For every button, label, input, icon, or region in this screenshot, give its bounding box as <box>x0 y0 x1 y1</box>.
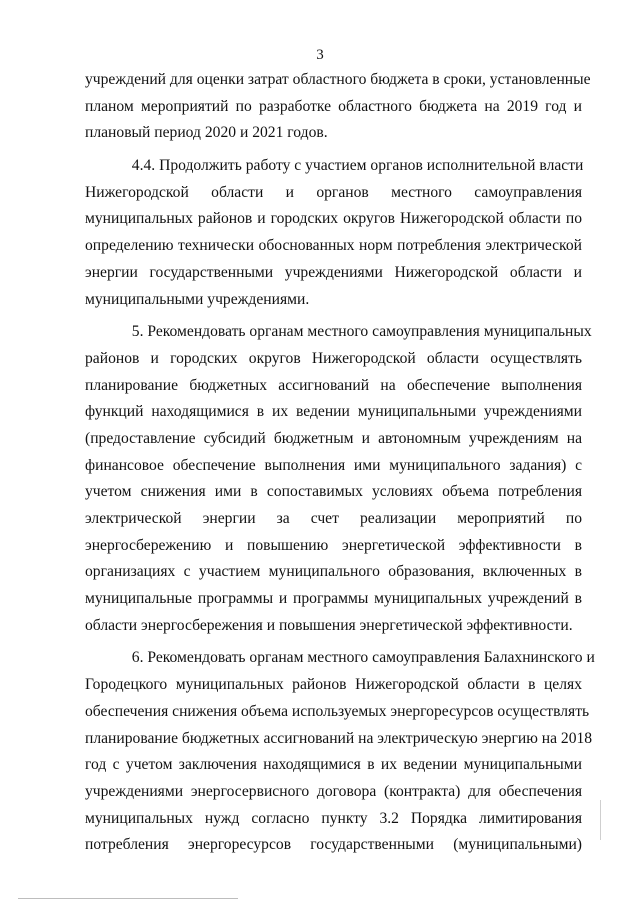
paragraph-5 <box>85 319 592 639</box>
text-line: организациях с участием муниципального образования, включенных в <box>85 563 582 581</box>
text-line: учреждениями энергосервисного договора (контракта) для обеспечения <box>85 782 582 800</box>
text-line: 6. Рекомендовать органам местного самоуправления Балахнинского и <box>85 649 595 667</box>
text-line: районов и городских округов Нижегородской области осуществлять <box>85 349 582 367</box>
text-line: энергосбережению и повышению энергетической эффективности в <box>85 536 582 554</box>
document-body <box>85 67 595 859</box>
text-line: муниципальными учреждениями. <box>85 290 310 308</box>
text-line: финансовое обеспечение выполнения ими муниципального задания) с <box>85 456 582 474</box>
text-line: 4.4. Продолжить работу с участием органов исполнительной власти <box>85 157 584 175</box>
text-line: (предоставление субсидий бюджетным и автономным учреждениям на <box>85 429 582 447</box>
paragraph-4-4 <box>85 153 582 313</box>
text-line: планирование бюджетных ассигнований на обеспечение выполнения <box>85 376 582 394</box>
text-line: плановый период 2020 и 2021 годов. <box>85 124 328 142</box>
scan-artifact-mark <box>600 800 601 840</box>
text-line: учреждений для оценки затрат областного бюджета в сроки, установленные <box>85 71 591 88</box>
text-line: муниципальные программы и программы муниципальных учреждений в <box>85 590 582 608</box>
text-line: муниципальных нужд согласно пункту 3.2 Порядка лимитирования <box>85 809 582 827</box>
text-line: энергии государственными учреждениями Нижегородской области и <box>85 263 582 281</box>
text-line: муниципальных районов и городских округов Нижегородской области по <box>85 210 582 228</box>
text-line: обеспечения снижения объема используемых энергоресурсов осуществлять <box>85 702 590 720</box>
text-line: Нижегородской области и органов местного самоуправления <box>85 183 582 201</box>
page-number: 3 <box>316 47 324 63</box>
text-line: электрической энергии за счет реализации мероприятий по <box>85 510 582 527</box>
text-line: 5. Рекомендовать органам местного самоуправления муниципальных <box>85 323 592 341</box>
text-line: функций находящимися в их ведении муниципальными учреждениями <box>85 403 582 421</box>
text-line: год с учетом заключения находящимися в их ведении муниципальными <box>85 756 582 774</box>
text-line: Городецкого муниципальных районов Нижегородской области в целях <box>85 676 582 694</box>
text-line: учетом снижения ими в сопоставимых условиях объема потребления <box>85 483 582 501</box>
text-line: планом мероприятий по разработке областного бюджета на 2019 год и <box>85 97 582 115</box>
text-line: планирование бюджетных ассигнований на электрическую энергию на 2018 <box>85 729 593 747</box>
paragraph-continuation <box>85 67 591 147</box>
paragraph-6 <box>85 645 595 859</box>
text-line: области энергосбережения и повышения энергетической эффективности. <box>85 616 573 634</box>
text-line: потребления энергоресурсов государственными (муниципальными) <box>85 836 582 854</box>
text-line: определению технически обоснованных норм потребления электрической <box>85 237 582 255</box>
scan-artifact-edge <box>18 898 238 899</box>
